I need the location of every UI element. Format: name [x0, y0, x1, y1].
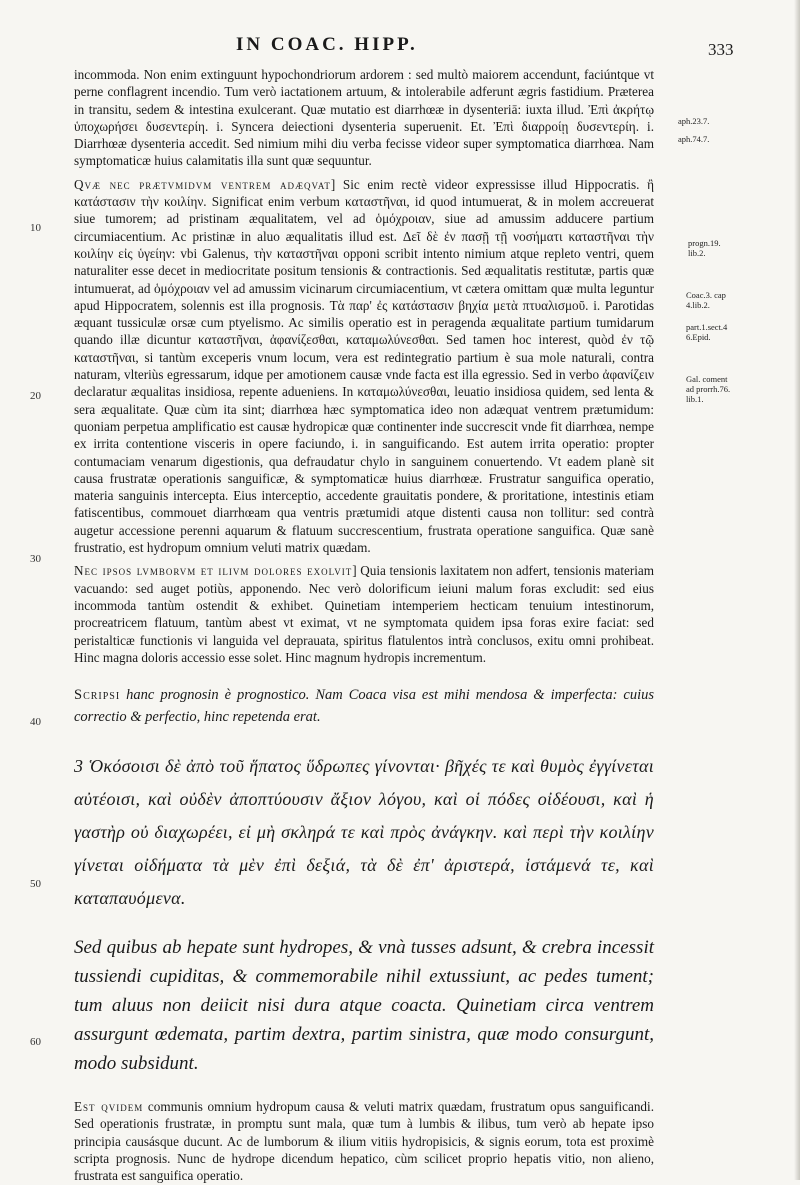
running-title: IN COAC. HIPP.	[236, 34, 418, 55]
page-edge-shadow	[794, 0, 800, 1180]
text-column	[74, 66, 654, 1185]
paragraph-lemma-ventrem: Qvæ nec prætvmidvm ventrem adæqvat] Sic enim rectè videor expressisse illud Hippocratis. ἢ κατάστασιν τὴν κοιλίην. Significat enim verbum καταστῆναι, id quod intumuerat, & in molem accreuerat siue tumorem; ad pristinam æqualitatem, vel ad ὁμόχροιαν, siue ad amussim adducere partium circumiacentium. Ac pristinæ in aluo æqualitatis illud est. Δεῖ δὲ ἐν πασῇ τῇ νοσήματι καταστῆναι τὴν κοιλίην εἰς ὑγείην: vbi Galenus, τὴν καταστῆναι opponi scribit intento nimium atque repleto ventri, quem naturaliter esse decet in mediocritate positum tensionis & contractionis. Sed æqualitatis restitutæ, partis quæ intumuerat, ad ὁμόχροιαν vel ad amussim vicinarum circumiacentium, vt cætera omittam quæ multa leguntur apud Hippocratem, solennis est illa prognosis. Τὰ παρ' ἐς κατάστασιν βηχία μετὰ πτυαλισμοῦ. i. Parotidas æquant tussiculæ orsæ cum ptyelismo. Ac similis operatio est in peragenda æqualitate partium tumidarum quando illæ dicuntur καταστῆναι, ἀφανίζεσθαι, καταμωλύνεσθαι. Sed tamen hoc interest, quòd ἐν τῷ καταστῆναι, si tantùm exceperis vnum locum, vera est redintegratio partium è sua mole naturali, contra naturam, vlteriùs egressarum, idque per amotionem causæ vnde facta est illa egressio. Sed in verbo ἀφανίζειν declaratur æqualitas insidiosa, repente adueniens. In καταμωλύνεσθαι, leuatio insidiosa quidem, sed lenta & sera æqualitate. Quæ cùm ita sint; diarrhœa hæc symptomatica ideo non adæquat ventrem prætumidum: quoniam perpetua amplificatio est causæ hydropicæ quæ continenter inde succrescit vnde fit diarrhœa, nempe ex irrita contentione visceris in opere faciundo, i. in sanguificando. Est autem irrita operatio: propter contumaciam venarum digestionis, qua defraudatur chylo in sanguinem conuertendo. Vt eadem planè sit causa frustratæ operationis sanguificæ, & symptomaticæ huius diarrhœæ. Frustratur sanguifica operatio, materia sanguinis intercepta. Eius interceptio, accedente grauitatis pondere, & proritatione, intestinis etiam fatiscentibus, commouet diarrhœam qua ventris prætumidi atque distenti causa non tollitur: sed contrà augetur accessione perenni aquarum & flatuum succrescentium, frustrata operatione sanguifica. Quæ sanè frustratio, est hydropum omnium veluti matrix quædam.	[74, 176, 655, 556]
margin-note: aph.23.7.	[678, 116, 710, 126]
latin-translation: Sed quibus ab hepate sunt hydropes, & vnà tusses adsunt, & crebra incessit tussiendi cupiditas, & commemorabile nihil extussiunt, ac pedes tument; tum aluus non deiicit nisi dura atque coacta. Quinetiam circa ventrem assurgunt œdemata, partim dextra, partim sinistra, quæ modo consurgunt, modo subsidunt.	[74, 937, 654, 1075]
margin-note: progn.19. lib.2.	[688, 238, 721, 258]
margin-note: Coac.3. cap 4.lib.2.	[686, 290, 726, 310]
scripsi-lead: Scripsi	[74, 687, 121, 704]
lemma-lead: Qvæ nec prætvmidvm ventrem adæqvat	[74, 176, 331, 192]
paragraph-commentary: Est qvidem communis omnium hydropum causa & veluti matrix quædam, frustratum opus sanguificandi. Sed operationis frustratæ, in promptu sunt mala, quæ tum à lumbis & ilibus, tum verò ab hepate ipso principia causásque ducunt. Ac de lumborum & ilium vitiis hydropisicis, & signis eorum, tota est proximè scripta prognosis. Nunc de hydrope dicendum hepatico, cùm scilicet proprio hepatis vitio, non alieno, frustrata est sanguifica operatio.	[74, 1099, 654, 1184]
line-number: 60	[30, 1036, 41, 1048]
margin-note: Gal. coment ad prorrh.76. lib.1.	[686, 374, 731, 404]
running-head	[0, 30, 800, 60]
line-number: 40	[30, 716, 41, 728]
margin-note: aph.74.7.	[678, 134, 710, 144]
paragraph-lemma-lumborum: Nec ipsos lvmborvm et ilivm dolores exolvit] Quia tensionis laxitatem non adfert, tensionis materiam vacuando: sed auget potiùs, apponendo. Nec verò dolorificum ieiuni malum foras excludit: sed eius incommoda tantùm ostendit & exhibet. Quinetiam intemperiem hecticam tenuium intestinorum, procreatricem flatuum, tantùm abest vt eximat, vt ne symptomata quidem ipsa foras exire faciat: sed peristalticæ functionis vi languida vel deprauata, spiritus flatulentos intrà conclusos, exitu omni prohibeat. Hinc magna doloris accessio esse solet. Hinc magnum hydropis incrementum.	[74, 563, 654, 665]
paragraph-intro: incommoda. Non enim extinguunt hypochondriorum ardorem : sed multò maiorem accendunt, faciúntque vt perne conflagrent incendio. Tum verò iactationem artuum, & intolerabile adferunt ægris fastidium. Præterea in transitu, sedem & intestina exulcerant. Quæ mutatio est diarrhœæ in dysenteriā: iuxta illud. Ἐπὶ ἀκρήτῳ ὑποχωρήσει δυσεντερίη. i. Syncera deiectioni dysenteria superuenit. Et. Ἐπὶ διαρροίῃ δυσεντερίη. i. Diarrhœæ dysenteria accedit. Sed nimium mihi diu verba fecisse videor super symptomatica diarrhœa. Nam symptomaticæ huius calamitatis illa sunt quæ sequuntur.	[74, 67, 654, 169]
lemma-lead: Nec ipsos lvmborvm et ilivm dolores exolvit	[74, 563, 353, 579]
greek-aphorism: 3 Ὁκόσοισι δὲ ἀπὸ τοῦ ἥπατος ὕδρωπες γίνονται· βῆχές τε καὶ θυμὸς ἐγγίνεται αὐτέοισι, καὶ οὐδὲν ἀποπτύουσιν ἄξιον λόγου, καὶ οἱ πόδες οἰδέουσι, καὶ ἡ γαστὴρ οὐ διαχωρέει, εἰ μὴ σκληρά τε καὶ πρὸς ἀνάγκην. καὶ περὶ τὴν κοιλίην γίνεται οἰδήματα τὰ μὲν ἐπὶ δεξιά, τὰ δὲ ἐπ' ἀριστερά, ἱστάμενά τε, καὶ καταπαυόμενα.	[74, 756, 654, 909]
paragraph-scripsi: Scripsi hanc prognosin è prognostico. Nam Coaca visa est mihi mendosa & imperfecta: cuius correctio & perfectio, hinc repetenda erat.	[74, 687, 654, 726]
commentary-lead: Est qvidem	[74, 1099, 144, 1115]
line-number: 20	[30, 390, 41, 402]
margin-note: part.1.sect.4 6.Epid.	[686, 322, 728, 342]
line-number: 10	[30, 222, 41, 234]
line-number: 50	[30, 878, 41, 890]
page-number: 333	[708, 40, 734, 59]
line-number: 30	[30, 553, 41, 565]
